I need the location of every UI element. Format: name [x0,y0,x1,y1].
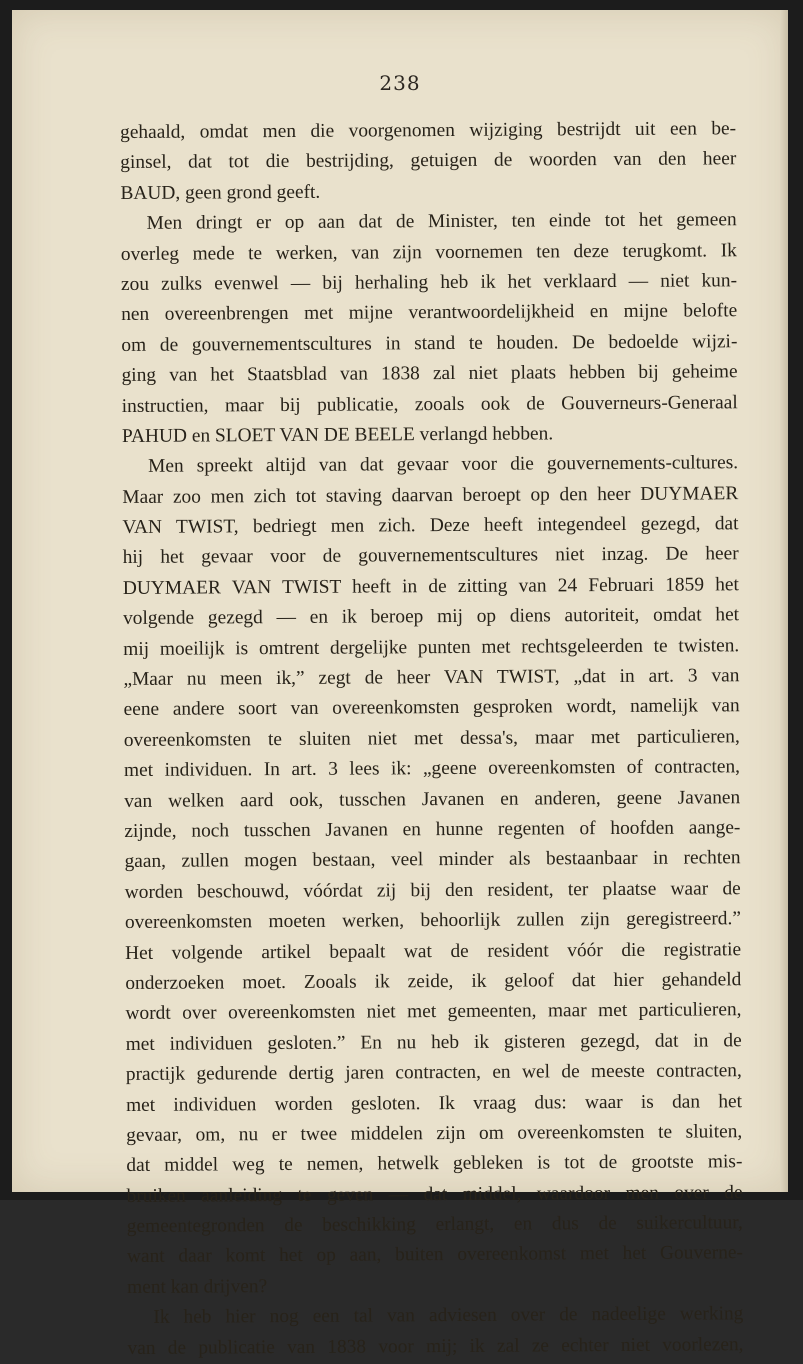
text-line: Men dringt er op aan dat de Minister, ten einde tot het gemeen [146,209,737,235]
text-line: want daar komt het op aan, buiten overeenkomst met het Gouverne- [126,1242,744,1268]
text-line: DUYMAER VAN TWIST heeft in de zitting van 24 Februari 1859 het [122,574,739,599]
page-number: 238 [379,71,421,95]
text-line: ging van het Staatsblad van 1838 zal niet plaats hebben bij geheime [121,361,738,387]
text-line: met individuen worden gesloten. Ik vraag dus: waar is dan het [125,1090,743,1116]
text-line: dat middel weg te nemen, hetwelk gebleken is tot de grootste mis- [126,1151,743,1177]
text-line: ment kan drijven? [127,1275,268,1298]
body-text [120,114,744,1364]
text-line: Ik heb hier nog een tal van adviesen over de nadeelige werking [153,1303,744,1329]
text-line: PAHUD en SLOET VAN DE BEELE verlangd hebben. [121,423,554,447]
text-line: volgende gezegd — en ik beroep mij op diens autoriteit, omdat het [122,604,740,630]
text-line: onderzoeken moet. Zooals ik zeide, ik geloof dat hier gehandeld [125,969,742,994]
text-line: met individuen gesloten.” En nu heb ik gisteren gezegd, dat in de [125,1029,742,1055]
text-line: ginsel, dat tot die bestrijding, getuigen de woorden van den heer [120,148,737,174]
text-line: practijk gedurende dertig jaren contracten, en wel de meeste contracten, [125,1060,742,1086]
text-line: bruiken aanleiding te geven — dat middel, waardoor men over de [126,1181,743,1207]
text-line: overleg mede te werken, van zijn voornemen ten deze terugkomt. Ik [120,239,737,265]
text-line: Het volgende artikel bepaalt wat de resident vóór die registratie [125,938,742,964]
text-line: Men spreekt altijd van dat gevaar voor die gouvernements-cultures. [148,452,739,478]
text-line: eene andere soort van overeenkomsten gesproken wordt, namelijk van [123,695,740,721]
book-page [12,10,788,1359]
text-line: overeenkomsten moeten werken, behoorlijk zullen zijn geregistreerd.” [124,908,741,934]
text-line: met individuen. In art. 3 lees ik: „geene overeenkomsten of contracten, [123,756,741,782]
text-line: zou zulks evenwel — bij herhaling heb ik het verklaard — niet kun- [120,270,738,295]
text-line: gehaald, omdat men die voorgenomen wijziging bestrijdt uit een be- [120,118,737,143]
text-line: gevaar, om, nu er twee middelen zijn om overeenkomsten te sluiten, [126,1121,743,1146]
text-line: mij moeilijk is omtrent dergelijke punten met rechtsgeleerden te twisten. [123,634,740,660]
text-line: nen overeenbrengen met mijne verantwoordelijkheid en mijne belofte [121,300,738,326]
text-line: om de gouvernementscultures in stand te houden. De bedoelde wijzi- [121,330,738,356]
text-line: wordt over overeenkomsten niet met gemeenten, maar met particulieren, [125,999,742,1025]
text-line: BAUD, geen grond geeft. [120,181,321,204]
text-line: van de publicatie van 1838 voor mij; ik zal ze echter niet voorlezen, [127,1333,744,1359]
text-line: hij het gevaar voor de gouvernementscultures niet inzag. De heer [122,543,739,569]
text-line: gaan, zullen mogen bestaan, veel minder als bestaanbaar in rechten [124,847,741,873]
text-line: instructien, maar bij publicatie, zooals ook de Gouverneurs-Generaal [121,391,738,417]
text-line: „Maar nu meen ik,” zegt de heer VAN TWIST, „dat in art. 3 van [123,665,740,691]
text-line: Maar zoo men zich tot staving daarvan beroept op den heer DUYMAER [122,482,739,508]
page-edge [780,10,788,1192]
text-line: worden beschouwd, vóórdat zij bij den resident, ter plaatse waar de [124,877,741,903]
text-line: overeenkomsten te sluiten niet met dessa's, maar met particulieren, [123,726,740,751]
text-line: gemeentegronden de beschikking erlangt, en dus de suikercultuur, [126,1212,743,1238]
text-line: VAN TWIST, bedriegt men zich. Deze heeft integendeel gezegd, dat [122,513,739,539]
text-line: zijnde, noch tusschen Javanen en hunne regenten of hoofden aange- [124,817,741,842]
text-line: van welken aard ook, tusschen Javanen en anderen, geene Javanen [124,786,741,812]
